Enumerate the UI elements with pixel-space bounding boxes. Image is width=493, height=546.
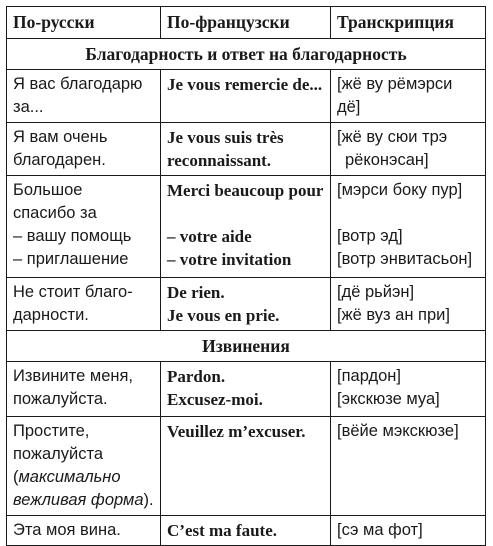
cell-text: Excusez-moi. bbox=[167, 390, 263, 409]
cell-text-italic: вежливая форма bbox=[13, 491, 144, 509]
cell-french bbox=[161, 123, 331, 176]
cell-french bbox=[161, 417, 331, 516]
cell-text-italic: максимально bbox=[18, 468, 121, 486]
cell-text: [жё ву сюи трэ bbox=[337, 128, 448, 146]
cell-text-group bbox=[13, 489, 154, 512]
header-row bbox=[7, 7, 486, 39]
header-transcription: Транскрипция bbox=[331, 7, 486, 39]
cell-text: – приглашение bbox=[13, 250, 129, 268]
cell-text: – вашу помощь bbox=[13, 227, 132, 245]
cell-text: Je vous en prie. bbox=[167, 306, 280, 325]
table-row bbox=[7, 70, 486, 123]
header-french: По-французски bbox=[161, 7, 331, 39]
cell-russian bbox=[7, 362, 161, 417]
section-row-apologies bbox=[7, 331, 486, 362]
cell-russian bbox=[7, 417, 161, 516]
cell-text: Я вас благодарю bbox=[13, 75, 143, 93]
cell-text: [жё вуз ан при] bbox=[337, 306, 450, 324]
cell-text: ( bbox=[13, 468, 19, 486]
cell-french bbox=[161, 176, 331, 278]
cell-french bbox=[161, 70, 331, 123]
cell-text: дарности. bbox=[13, 306, 89, 324]
cell-french bbox=[161, 278, 331, 331]
cell-text: [вотр эд] bbox=[337, 227, 403, 245]
cell-transcription bbox=[331, 417, 486, 516]
cell-text: [дё рьйэн] bbox=[337, 283, 415, 301]
cell-transcription bbox=[331, 123, 486, 176]
cell-text: [вёйе мэкскюзе] bbox=[337, 422, 459, 440]
cell-text-group bbox=[13, 466, 154, 489]
table-row bbox=[7, 278, 486, 331]
table-row bbox=[7, 417, 486, 516]
cell-text: Pardon. bbox=[167, 367, 226, 386]
cell-text: рёконэсан] bbox=[345, 151, 429, 169]
cell-text: Merci beaucoup pour bbox=[167, 181, 324, 200]
cell-text: reconnaissant. bbox=[167, 151, 272, 170]
cell-text: [вотр энвитасьон] bbox=[337, 250, 473, 268]
table-row bbox=[7, 516, 486, 546]
cell-text: Je vous remercie de... bbox=[167, 75, 323, 94]
cell-text: [мэрси боку пур] bbox=[337, 181, 463, 199]
cell-text: за... bbox=[13, 98, 44, 116]
cell-text: De rien. bbox=[167, 283, 225, 302]
cell-text: дё] bbox=[337, 98, 361, 116]
header-russian: По-русски bbox=[7, 7, 161, 39]
cell-russian bbox=[7, 176, 161, 278]
cell-text: Большое bbox=[13, 181, 83, 199]
cell-text: Не стоит благо- bbox=[13, 283, 133, 301]
cell-text: Veuillez m’excuser. bbox=[167, 422, 306, 441]
cell-text: Извините меня, bbox=[13, 367, 134, 385]
cell-text: спасибо за bbox=[13, 204, 97, 222]
cell-russian bbox=[7, 516, 161, 546]
table-row bbox=[7, 123, 486, 176]
cell-russian bbox=[7, 70, 161, 123]
cell-text: [экскюзе муа] bbox=[337, 390, 440, 408]
cell-russian bbox=[7, 123, 161, 176]
table-row bbox=[7, 362, 486, 417]
cell-text: Je vous suis très bbox=[167, 128, 284, 147]
cell-transcription bbox=[331, 176, 486, 278]
cell-transcription bbox=[331, 362, 486, 417]
cell-french bbox=[161, 362, 331, 417]
cell-text: [сэ ма фот] bbox=[337, 521, 423, 539]
cell-transcription bbox=[331, 278, 486, 331]
cell-text: C’est ma faute. bbox=[167, 521, 277, 540]
cell-text: – votre aide bbox=[167, 227, 252, 246]
table-row bbox=[7, 176, 486, 278]
cell-text: пожалуйста. bbox=[13, 390, 108, 408]
cell-text: Простите, bbox=[13, 422, 90, 440]
section-title-apologies: Извинения bbox=[7, 331, 486, 362]
section-row-thanks bbox=[7, 39, 486, 70]
section-title-thanks: Благодарность и ответ на благодарность bbox=[7, 39, 486, 70]
cell-text: – votre invitation bbox=[167, 250, 292, 269]
cell-text: [жё ву рёмэрси bbox=[337, 75, 453, 93]
cell-text: [пардон] bbox=[337, 367, 401, 385]
cell-transcription bbox=[331, 516, 486, 546]
cell-text: Я вам очень bbox=[13, 128, 108, 146]
cell-text: Эта моя вина. bbox=[13, 521, 121, 539]
cell-french bbox=[161, 516, 331, 546]
cell-text: благодарен. bbox=[13, 151, 106, 169]
cell-transcription bbox=[331, 70, 486, 123]
cell-text: пожалуйста bbox=[13, 445, 104, 463]
phrase-table bbox=[6, 6, 486, 546]
cell-text: ). bbox=[143, 491, 154, 509]
cell-russian bbox=[7, 278, 161, 331]
